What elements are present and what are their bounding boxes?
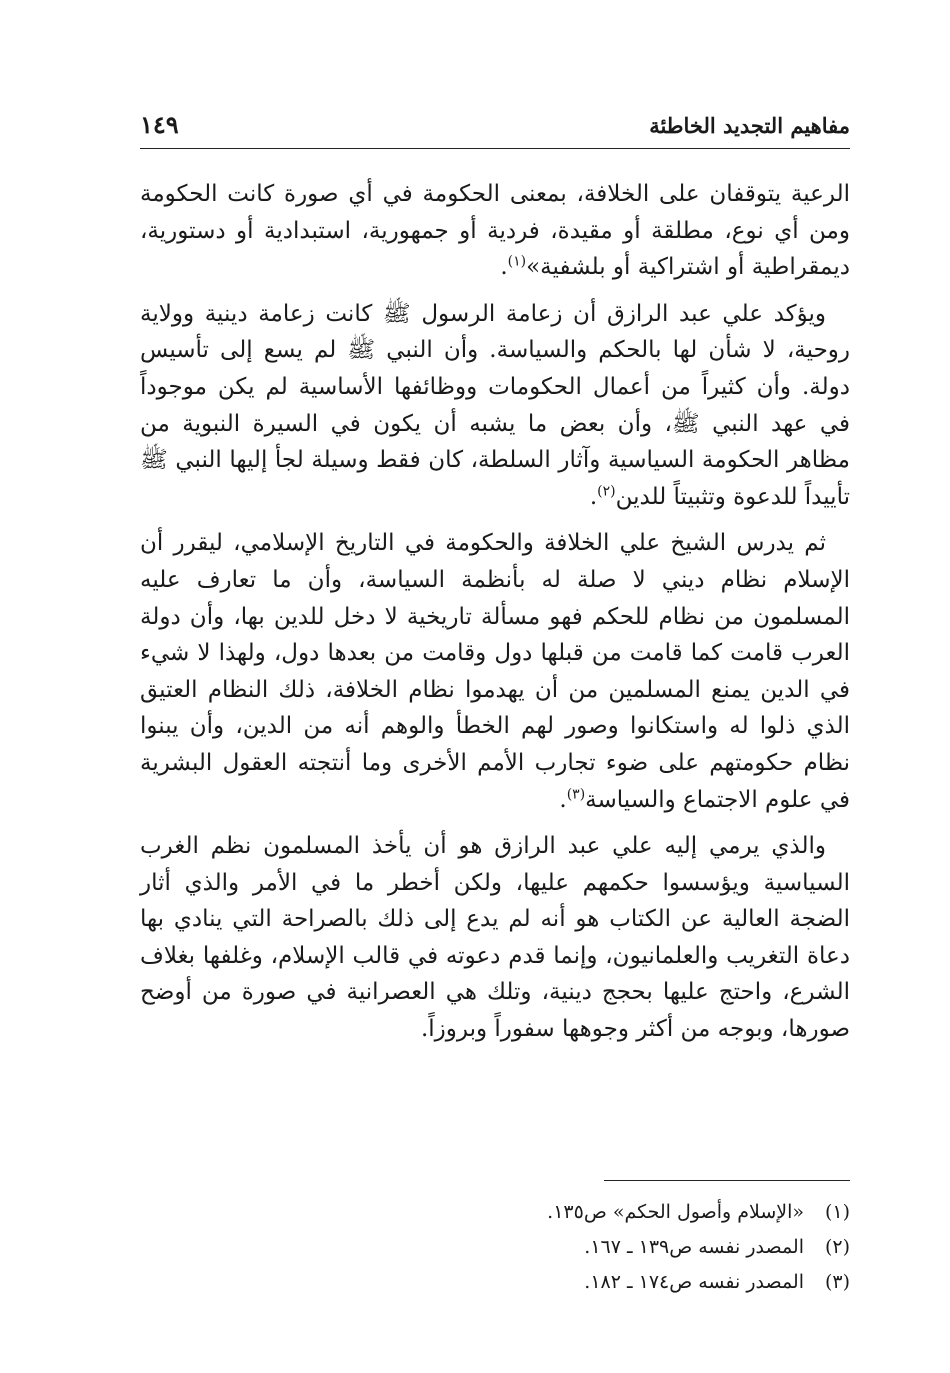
running-header	[140, 108, 850, 149]
footnote-text: المصدر نفسه ص١٧٤ ـ ١٨٢.	[584, 1271, 804, 1293]
footnote	[400, 1230, 850, 1265]
paragraph-text: والذي يرمي إليه علي عبد الرازق هو أن يأخذ المسلمون نظم الغرب السياسية ويؤسسوا حكمهم عليها، ولكن أخطر ما في الأمر والذي أثار الضجة العالية عن الكتاب هو أنه لم يدع إلى ذلك بالصراحة التي ينادي بها دعاة التغريب والعلمانيون، وإنما قدم دعوته في قالب الإسلام، وغلفها بغلاف الشرع، واحتج عليها بحجج دينية، وتلك هي العصرانية في صورة من أوضح صورها، وبوجه من أكثر وجوهها سفوراً وبروزاً.	[140, 833, 850, 1043]
footnote-marker: (١)	[824, 1201, 850, 1223]
page-number: ١٤٩	[140, 110, 179, 139]
footnote-reference: (١)	[507, 253, 527, 270]
paragraph	[140, 176, 850, 286]
footnote-text: «الإسلام وأصول الحكم» ص١٣٥.	[547, 1201, 804, 1223]
main-text	[140, 176, 850, 1058]
paragraph	[140, 296, 850, 516]
footnote-reference: (٣)	[566, 785, 586, 802]
footnote-reference: (٢)	[597, 483, 616, 500]
paragraph-end: .	[589, 483, 598, 510]
paragraph-text: ويؤكد علي عبد الرازق أن زعامة الرسول ﷺ كانت زعامة دينية وولاية روحية، لا شأن لها بالحكم والسياسة. وأن النبي ﷺ لم يسع إلى تأسيس دولة. وأن كثيراً من أعمال الحكومات ووظائفها الأساسية لم يكن موجوداً في عهد النبي ﷺ، وأن بعض ما يشبه أن يكون في السيرة النبوية من مظاهر الحكومة السياسية وآثار السلطة، كان فقط وسيلة لجأ إليها النبي ﷺ تأييداً للدعوة وتثبيتاً للدين	[140, 300, 850, 510]
paragraph-end: .	[559, 786, 567, 813]
footnote-text: المصدر نفسه ص١٣٩ ـ ١٦٧.	[584, 1236, 804, 1258]
footnotes	[400, 1195, 850, 1300]
paragraph-end: .	[500, 254, 508, 281]
footnote	[400, 1265, 850, 1300]
footnote-marker: (٢)	[824, 1236, 850, 1258]
running-title: مفاهيم التجديد الخاطئة	[649, 113, 850, 138]
footnote-divider	[604, 1180, 850, 1181]
paragraph	[140, 525, 850, 818]
paragraph-text: الرعية يتوقفان على الخلافة، بمعنى الحكومة في أي صورة كانت الحكومة ومن أي نوع، مطلقة أو مقيدة، فردية أو جمهورية، استبدادية أو دستورية، ديمقراطية أو اشتراكية أو بلشفية»	[140, 181, 850, 281]
footnote-marker: (٣)	[824, 1271, 850, 1293]
footnote	[400, 1195, 850, 1230]
paragraph-text: ثم يدرس الشيخ علي الخلافة والحكومة في التاريخ الإسلامي، ليقرر أن الإسلام نظام ديني لا صلة له بأنظمة السياسة، وأن ما تعارف عليه المسلمون من نظام للحكم فهو مسألة تاريخية لا دخل للدين بها، وأن دولة العرب قامت كما قامت من قبلها دول وقامت من بعدها دول، ولهذا لا شيء في الدين يمنع المسلمين من أن يهدموا نظام الخلافة، ذلك النظام العتيق الذي ذلوا له واستكانوا وصور لهم الخطأ والوهم أنه من الدين، وأن يبنوا نظام حكومتهم على ضوء تجارب الأمم الأخرى وما أنتجته العقول البشرية في علوم الاجتماع والسياسة	[140, 530, 850, 813]
paragraph	[140, 828, 850, 1048]
